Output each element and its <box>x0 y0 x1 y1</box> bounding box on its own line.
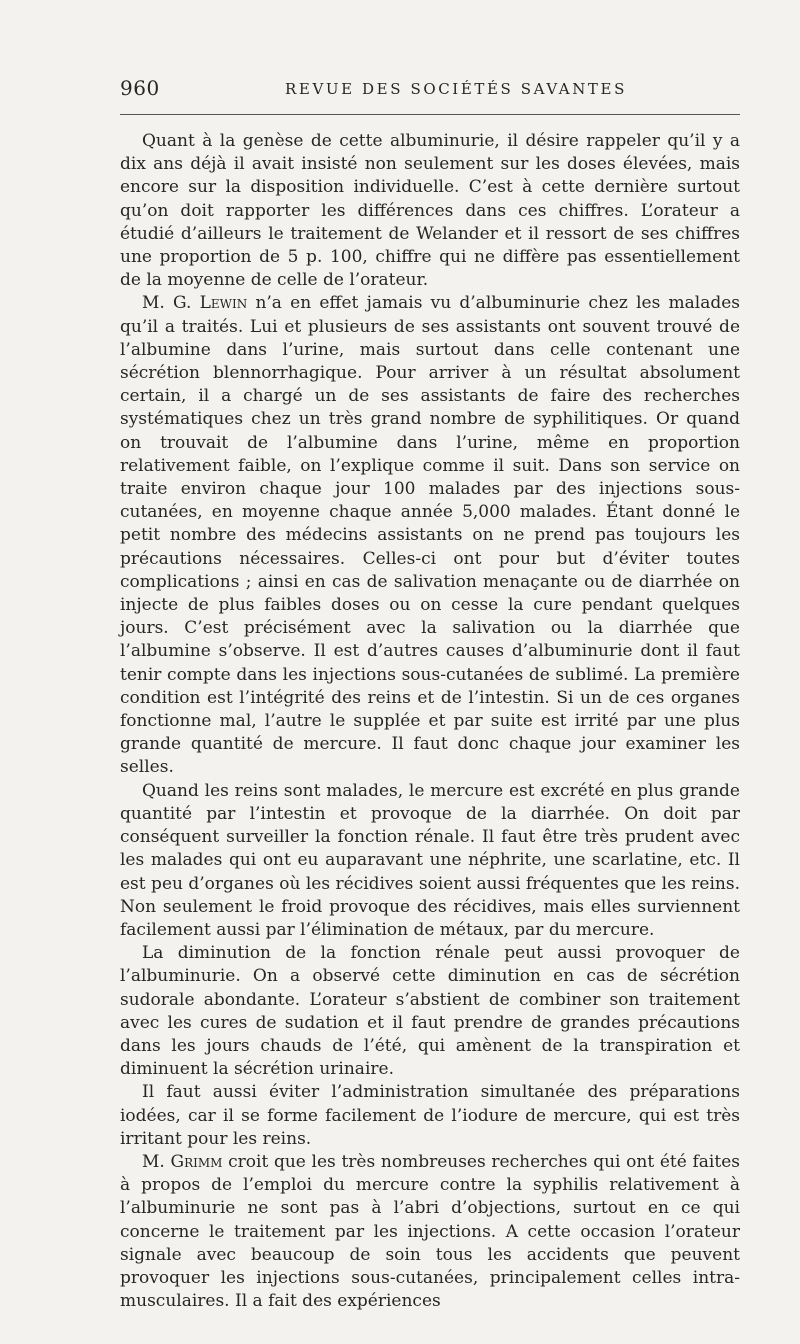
paragraph: Quant à la genèse de cette albuminurie, il désire rappeler qu’il y a dix ans déjà il avait insisté non seulement sur les doses élevées, mais encore sur la disposition individuelle. C’est à cette dernière surtout qu’on doit rapporter les différences dans ces chiffres. L’orateur a étudié d’ailleurs le traitement de Welander et il ressort de ses chiffres une proportion de 5 p. 100, chiffre qui ne diffère pas essentiellement de la moyenne de celle de l’orateur. <box>120 131 740 291</box>
page-number: 960 <box>120 76 160 100</box>
paragraph: Quand les reins sont malades, le mercure est excrété en plus grande quantité par l’intestin et provoque de la diarrhée. On doit par conséquent surveiller la fonction rénale. Il faut être très prudent avec les malades qui ont eu auparavant une néphrite, une scarlatine, etc. Il est peu d’organes où les récidives soient aussi fréquentes que les reins. Non seulement le froid provoque des récidives, mais elles surviennent facilement aussi par l’élimination de métaux, par du mercure. <box>120 780 740 940</box>
paragraph: M. Grimm croit que les très nombreuses recherches qui ont été faites à propos de l’emploi du mercure contre la syphilis relativement à l’albuminurie ne sont pas à l’abri d’objections, surtout en ce qui concerne le traitement par les injections. A cette occasion l’orateur signale avec beaucoup de soin tous les accidents que peuvent provoquer les injections sous-cutanées, principalement celles intra-musculaires. Il a fait des expériences <box>120 1151 740 1312</box>
speaker-name: Lewin <box>199 293 248 314</box>
body-text <box>120 130 740 1313</box>
paragraph: Il faut aussi éviter l’administration simultanée des préparations iodées, car il se forme facilement de l’iodure de mercure, qui est très irritant pour les reins. <box>120 1082 740 1149</box>
speaker-name: Grimm <box>170 1151 223 1172</box>
running-title: REVUE DES SOCIÉTÉS SAVANTES <box>285 80 627 98</box>
page-header <box>120 76 740 106</box>
paragraph: La diminution de la fonction rénale peut aussi provoquer de l’albuminurie. On a observé cette diminution en cas de sécrétion sudorale abondante. L’orateur s’abstient de combiner son traitement avec les cures de sudation et il faut prendre de grandes précautions dans les jours chauds de l’été, qui amènent de la transpiration et diminuent la sécrétion urinaire. <box>120 943 740 1080</box>
header-rule <box>120 114 740 115</box>
paragraph: M. G. Lewin n’a en effet jamais vu d’albuminurie chez les malades qu’il a traités. Lui et plusieurs de ses assistants ont souvent trouvé de l’albumine dans l’urine, mais surtout dans celle contenant une sécrétion blennorrhagique. Pour arriver à un résultat absolument certain, il a chargé un de ses assistants de faire des recherches systématiques chez un très grand nombre de syphilitiques. Or quand on trouvait de l’albumine dans l’urine, même en proportion relativement faible, on l’explique comme il suit. Dans son service on traite environ chaque jour 100 malades par des injections sous-cutanées, en moyenne chaque année 5,000 malades. Étant donné le petit nombre des médecins assistants on ne prend pas toujours les précautions nécessaires. Celles-ci ont pour but d’éviter toutes complications ; ainsi en cas de salivation menaçante ou de diarrhée on injecte de plus faibles doses ou on cesse la cure pendant quelques jours. C’est précisément avec la salivation ou la diarrhée que l’albumine s’observe. Il est d’autres causes d’albuminurie dont il faut tenir compte dans les injections sous-cutanées de sublimé. La première condition est l’intégrité des reins et de l’intestin. Si un de ces organes fonctionne mal, l’autre le supplée et par suite est irrité par une plus grande quantité de mercure. Il faut donc chaque jour examiner les selles. <box>120 293 740 778</box>
